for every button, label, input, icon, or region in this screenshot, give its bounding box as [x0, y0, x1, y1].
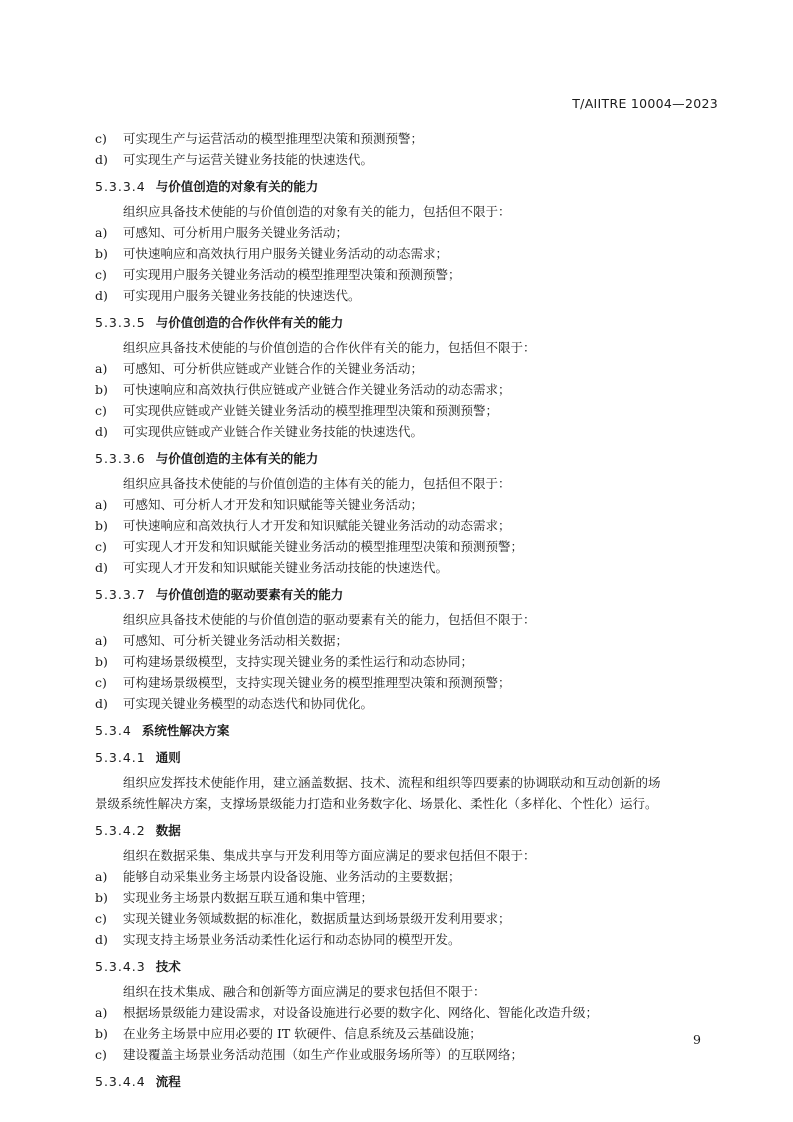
- list-marker: a): [95, 361, 108, 376]
- list-marker: c): [95, 539, 107, 554]
- list-marker: d): [95, 932, 108, 947]
- list-item: [95, 379, 720, 400]
- list-marker: b): [95, 246, 108, 261]
- section-number: 5.3.4.1: [95, 750, 146, 765]
- paragraph: 组织在数据采集、集成共享与开发利用等方面应满足的要求包括但不限于：: [123, 848, 536, 863]
- list-marker: a): [95, 1005, 108, 1020]
- section-number: 5.3.4.4: [95, 1074, 146, 1089]
- standard-code: T/AIITRE 10004—2023: [572, 96, 718, 111]
- list-item-text: 实现支持主场景业务活动柔性化运行和动态协同的模型开发。: [123, 932, 461, 947]
- list-marker: b): [95, 518, 108, 533]
- list-marker: c): [95, 267, 107, 282]
- list-item: [95, 494, 720, 515]
- list-item: [95, 1044, 720, 1065]
- list-marker: d): [95, 152, 108, 167]
- list-item-text: 可实现生产与运营活动的模型推理型决策和预测预警；: [123, 131, 424, 146]
- list-item-text: 可实现用户服务关键业务技能的快速迭代。: [123, 288, 361, 303]
- list-item-text: 可构建场景级模型，支持实现关键业务的柔性运行和动态协同；: [123, 654, 474, 669]
- list-marker: d): [95, 288, 108, 303]
- paragraph: 组织应具备技术使能的与价值创造的对象有关的能力，包括但不限于：: [123, 204, 511, 219]
- list-item-text: 可快速响应和高效执行用户服务关键业务活动的动态需求；: [123, 246, 449, 261]
- list-item: [95, 400, 720, 421]
- list-marker: a): [95, 869, 108, 884]
- list-item-text: 能够自动采集业务主场景内设备设施、业务活动的主要数据；: [123, 869, 461, 884]
- list-item-text: 可感知、可分析用户服务关键业务活动；: [123, 225, 349, 240]
- list-item-text: 可实现生产与运营关键业务技能的快速迭代。: [123, 152, 374, 167]
- section-heading: [95, 956, 720, 977]
- section-number: 5.3.3.6: [95, 451, 146, 466]
- list-item-text: 实现关键业务领域数据的标准化，数据质量达到场景级开发利用要求；: [123, 911, 511, 926]
- list-item-text: 在业务主场景中应用必要的 IT 软硬件、信息系统及云基础设施；: [123, 1026, 482, 1041]
- list-marker: d): [95, 424, 108, 439]
- section-number: 5.3.4: [95, 723, 132, 738]
- list-item: [95, 557, 720, 578]
- list-marker: a): [95, 633, 108, 648]
- list-item: [95, 149, 720, 170]
- list-item-text: 可感知、可分析关键业务活动相关数据；: [123, 633, 349, 648]
- list-item: [95, 222, 720, 243]
- section-heading: [95, 584, 720, 605]
- section-heading: [95, 820, 720, 841]
- section-number: 5.3.4.3: [95, 959, 146, 974]
- list-item-text: 可实现人才开发和知识赋能关键业务活动的模型推理型决策和预测预警；: [123, 539, 524, 554]
- list-item-text: 可感知、可分析人才开发和知识赋能等关键业务活动；: [123, 497, 424, 512]
- section-heading: [95, 448, 720, 469]
- list-marker: a): [95, 225, 108, 240]
- list-item-text: 可实现供应链或产业链关键业务活动的模型推理型决策和预测预警；: [123, 403, 499, 418]
- list-item: [95, 358, 720, 379]
- list-item: [95, 421, 720, 442]
- list-item: [95, 1002, 720, 1023]
- paragraph: 组织在技术集成、融合和创新等方面应满足的要求包括但不限于：: [123, 984, 486, 999]
- list-marker: b): [95, 654, 108, 669]
- list-item-text: 可实现关键业务模型的动态迭代和协同优化。: [123, 696, 374, 711]
- section-title: 系统性解决方案: [141, 723, 230, 738]
- page-number: 9: [693, 1032, 701, 1047]
- list-marker: d): [95, 560, 108, 575]
- list-item-text: 根据场景级能力建设需求，对设备设施进行必要的数字化、网络化、智能化改造升级；: [123, 1005, 599, 1020]
- list-item-text: 可实现人才开发和知识赋能关键业务活动技能的快速迭代。: [123, 560, 449, 575]
- list-marker: b): [95, 1026, 108, 1041]
- list-item: [95, 515, 720, 536]
- section-heading: [95, 720, 720, 741]
- list-item-text: 可感知、可分析供应链或产业链合作的关键业务活动；: [123, 361, 424, 376]
- list-item: [95, 630, 720, 651]
- list-item: [95, 908, 720, 929]
- paragraph: 组织应具备技术使能的与价值创造的驱动要素有关的能力，包括但不限于：: [123, 612, 536, 627]
- list-marker: c): [95, 1047, 107, 1062]
- list-marker: c): [95, 911, 107, 926]
- section-title: 与价值创造的对象有关的能力: [155, 179, 319, 194]
- list-item: [95, 243, 720, 264]
- list-marker: c): [95, 131, 107, 146]
- paragraph: 组织应发挥技术使能作用，建立涵盖数据、技术、流程和组织等四要素的协调联动和互动创新的场: [123, 775, 661, 790]
- list-item-text: 可实现供应链或产业链合作关键业务技能的快速迭代。: [123, 424, 424, 439]
- section-title: 与价值创造的合作伙伴有关的能力: [155, 315, 344, 330]
- section-title: 通则: [155, 750, 181, 765]
- list-marker: c): [95, 403, 107, 418]
- section-title: 与价值创造的驱动要素有关的能力: [155, 587, 344, 602]
- list-item: [95, 536, 720, 557]
- section-heading: [95, 747, 720, 768]
- list-item: [95, 929, 720, 950]
- list-item: [95, 1023, 720, 1044]
- list-item-text: 可快速响应和高效执行人才开发和知识赋能关键业务活动的动态需求；: [123, 518, 511, 533]
- list-item: [95, 264, 720, 285]
- list-marker: b): [95, 890, 108, 905]
- list-item-text: 建设覆盖主场景业务活动范围（如生产作业或服务场所等）的互联网络；: [123, 1047, 524, 1062]
- section-number: 5.3.3.4: [95, 179, 146, 194]
- section-heading: [95, 176, 720, 197]
- section-number: 5.3.4.2: [95, 823, 146, 838]
- list-marker: a): [95, 497, 108, 512]
- list-item-text: 可快速响应和高效执行供应链或产业链合作关键业务活动的动态需求；: [123, 382, 511, 397]
- list-item: [95, 651, 720, 672]
- list-item: [95, 866, 720, 887]
- list-marker: b): [95, 382, 108, 397]
- list-item-text: 实现业务主场景内数据互联互通和集中管理；: [123, 890, 374, 905]
- paragraph: 组织应具备技术使能的与价值创造的主体有关的能力，包括但不限于：: [123, 476, 511, 491]
- section-title: 数据: [155, 823, 181, 838]
- list-item-text: 可实现用户服务关键业务活动的模型推理型决策和预测预警；: [123, 267, 461, 282]
- paragraph: 组织应具备技术使能的与价值创造的合作伙伴有关的能力，包括但不限于：: [123, 340, 536, 355]
- list-item: [95, 128, 720, 149]
- list-marker: c): [95, 675, 107, 690]
- list-item: [95, 887, 720, 908]
- document-body: [95, 128, 720, 1096]
- list-item: [95, 285, 720, 306]
- list-marker: d): [95, 696, 108, 711]
- section-heading: [95, 312, 720, 333]
- list-item: [95, 672, 720, 693]
- list-item: [95, 693, 720, 714]
- paragraph-continuation: 景级系统性解决方案，支撑场景级能力打造和业务数字化、场景化、柔性化（多样化、个性化）运行。: [95, 796, 658, 811]
- section-heading: [95, 1071, 720, 1092]
- section-title: 流程: [155, 1074, 181, 1089]
- section-title: 技术: [155, 959, 181, 974]
- section-number: 5.3.3.5: [95, 315, 146, 330]
- section-number: 5.3.3.7: [95, 587, 146, 602]
- list-item-text: 可构建场景级模型，支持实现关键业务的模型推理型决策和预测预警；: [123, 675, 511, 690]
- section-title: 与价值创造的主体有关的能力: [155, 451, 319, 466]
